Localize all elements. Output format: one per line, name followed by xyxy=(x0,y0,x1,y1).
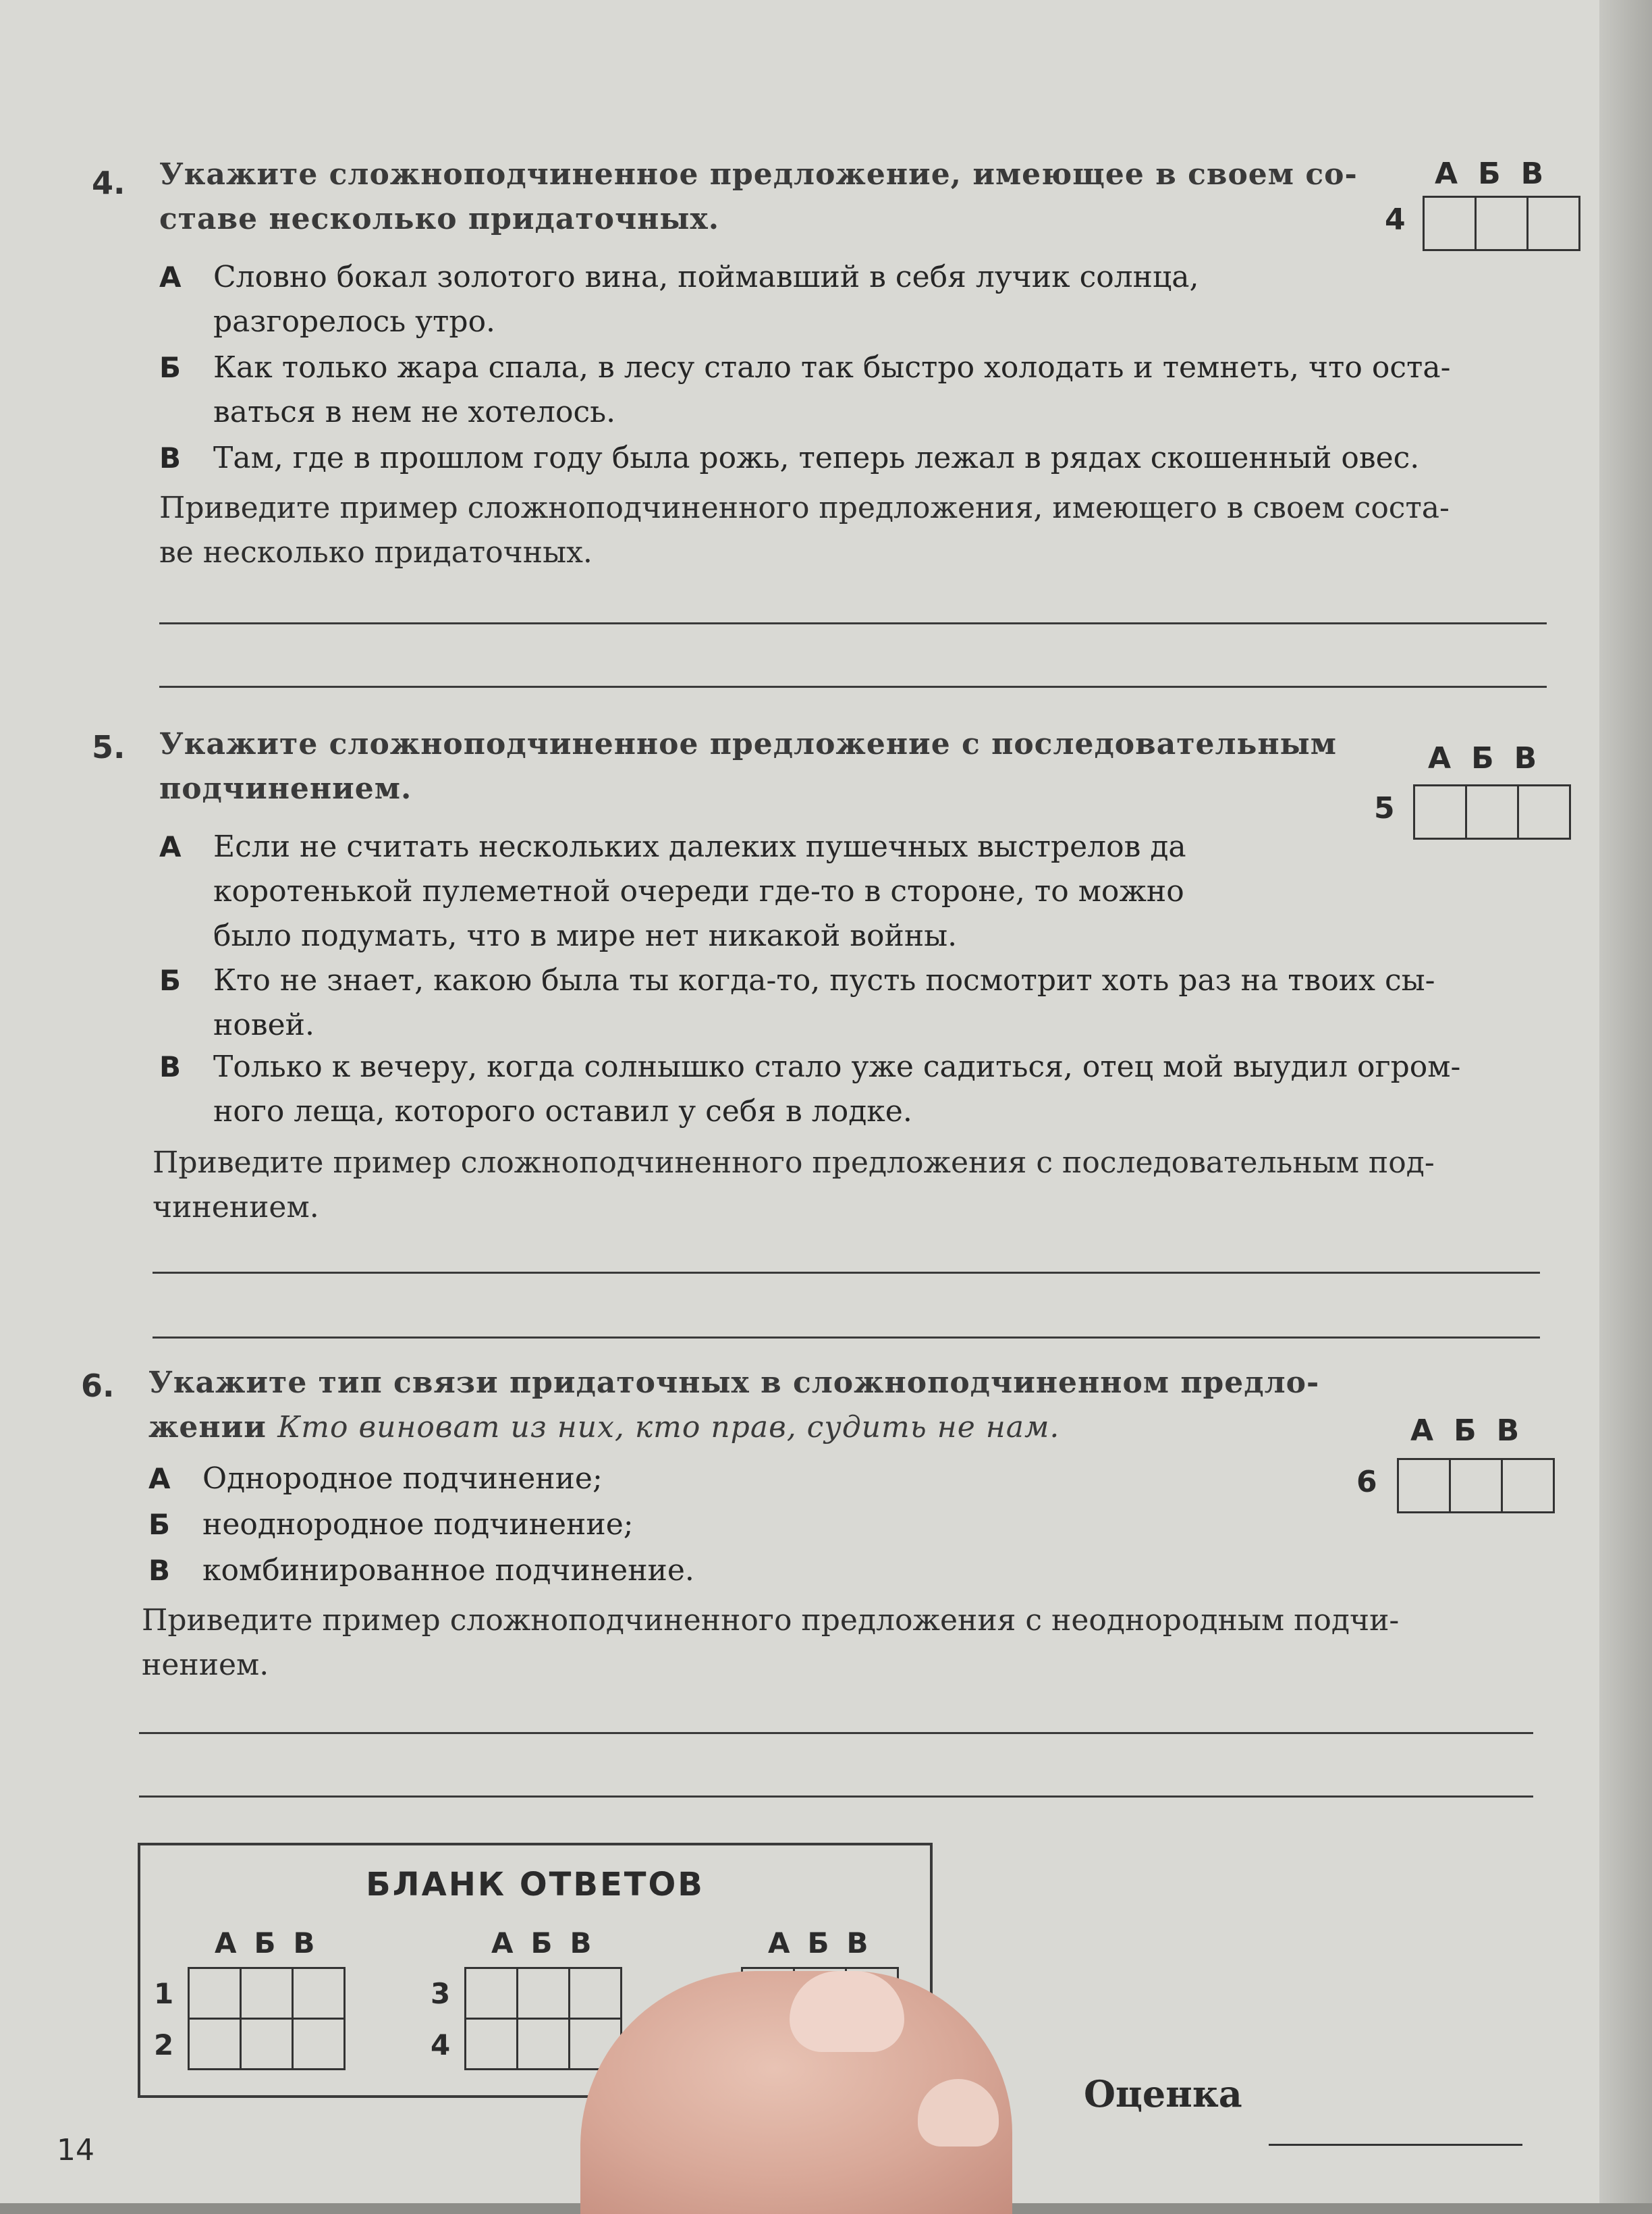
answer-sheet-row: 1 xyxy=(154,1967,346,2020)
answer-cell-v[interactable] xyxy=(1519,786,1569,838)
answer-cell-v[interactable] xyxy=(1503,1460,1553,1511)
page-number: 14 xyxy=(57,2133,94,2167)
grade-line[interactable] xyxy=(1269,2144,1522,2146)
answer-cell-v[interactable] xyxy=(1529,198,1578,249)
answer-cell[interactable] xyxy=(242,2020,294,2068)
answer-boxes xyxy=(1423,196,1580,251)
answer-cell[interactable] xyxy=(466,2020,518,2068)
answer-line[interactable] xyxy=(159,686,1547,688)
option-v: В Там, где в прошлом году была рожь, теперь лежал в рядах скошенный овес. xyxy=(159,441,1420,475)
adjacent-page-edge xyxy=(1599,0,1652,2203)
answer-cell-a[interactable] xyxy=(1415,786,1467,838)
answer-line[interactable] xyxy=(153,1336,1540,1339)
answer-box-header: А Б В xyxy=(1410,1413,1520,1448)
answer-box-number: 6 xyxy=(1356,1465,1377,1499)
answer-cell-b[interactable] xyxy=(1451,1460,1503,1511)
answer-line[interactable] xyxy=(153,1272,1540,1274)
option-b: Б неоднородное подчинение; xyxy=(148,1507,634,1542)
answer-cell[interactable] xyxy=(518,2020,570,2068)
option-a: А Однородное подчинение; xyxy=(148,1461,603,1496)
answer-cell[interactable] xyxy=(570,1969,620,2018)
task-number: 4. xyxy=(92,165,126,201)
answer-sheet-row: 4 xyxy=(431,2020,622,2070)
answer-box-header: А Б В xyxy=(1428,741,1537,776)
answer-cell[interactable] xyxy=(466,1969,518,2018)
task-question: Укажите сложноподчиненное предложение с последовательным подчинением. xyxy=(159,727,1337,806)
option-b: Б Кто не знает, какою была ты когда-то, пусть посмотрит хоть раз на твоих сы- новей. xyxy=(159,963,1435,1042)
option-v: В комбинированное подчинение. xyxy=(148,1553,694,1588)
option-a: А Словно бокал золотого вина, поймавший в себя лучик солнца, разгорелось утро. xyxy=(159,260,1199,339)
answer-sheet-title: БЛАНК ОТВЕТОВ xyxy=(366,1866,705,1904)
answer-line[interactable] xyxy=(139,1732,1533,1734)
option-v: В Только к вечеру, когда солнышко стало уже садиться, отец мой выудил огром- ного леща, которого оставил у себя в лодке. xyxy=(159,1050,1461,1129)
answer-sheet-header: А Б В xyxy=(491,1926,592,1960)
answer-cell[interactable] xyxy=(294,1969,343,2018)
answer-cell[interactable] xyxy=(242,1969,294,2018)
option-b: Б Как только жара спала, в лесу стало так быстро холодать и темнеть, что оста- ваться в нем не хотелось. xyxy=(159,350,1451,429)
answer-sheet-header: А Б В xyxy=(768,1926,869,1960)
task-number: 6. xyxy=(81,1368,115,1404)
answer-cell[interactable] xyxy=(190,2020,242,2068)
answer-boxes xyxy=(1397,1458,1555,1513)
answer-cell-b[interactable] xyxy=(1477,198,1529,249)
answer-line[interactable] xyxy=(159,622,1547,624)
example-sentence: Кто виноват из них, кто прав, судить не нам. xyxy=(277,1410,1060,1444)
answer-box-number: 5 xyxy=(1374,791,1395,826)
answer-cell[interactable] xyxy=(518,1969,570,2018)
answer-sheet-header: А Б В xyxy=(215,1926,315,1960)
answer-box-header: А Б В xyxy=(1435,157,1544,191)
answer-cell-b[interactable] xyxy=(1467,786,1519,838)
answer-cell[interactable] xyxy=(294,2020,343,2068)
task-question: Укажите тип связи придаточных в сложноподчиненном предло- жении Кто виноват из них, кто прав, судить не нам. xyxy=(148,1366,1320,1444)
grade-label: Оценка xyxy=(1084,2072,1242,2115)
example-prompt: Приведите пример сложноподчиненного предложения с последовательным под- чинением. xyxy=(153,1145,1435,1224)
answer-cell-a[interactable] xyxy=(1399,1460,1451,1511)
answer-boxes xyxy=(1413,784,1571,840)
task-number: 5. xyxy=(92,729,126,765)
answer-cell[interactable] xyxy=(190,1969,242,2018)
example-prompt: Приведите пример сложноподчиненного предложения с неоднородным подчи- нением. xyxy=(142,1603,1400,1682)
answer-box-number: 4 xyxy=(1385,202,1406,237)
fingernail xyxy=(790,1971,904,2052)
task-question: Укажите сложноподчиненное предложение, имеющее в своем со- ставе несколько придаточных. xyxy=(159,157,1358,236)
option-a: А Если не считать нескольких далеких пушечных выстрелов да коротенькой пулеметной очереди где-то в стороне, то можно было подумать, что в мире нет никакой войны. xyxy=(159,830,1186,953)
example-prompt: Приведите пример сложноподчиненного предложения, имеющего в своем соста- ве несколько придаточных. xyxy=(159,491,1450,570)
answer-cell-a[interactable] xyxy=(1425,198,1477,249)
answer-line[interactable] xyxy=(139,1796,1533,1798)
answer-sheet-row: 2 xyxy=(154,2020,346,2070)
answer-sheet-row: 3 xyxy=(431,1967,622,2020)
